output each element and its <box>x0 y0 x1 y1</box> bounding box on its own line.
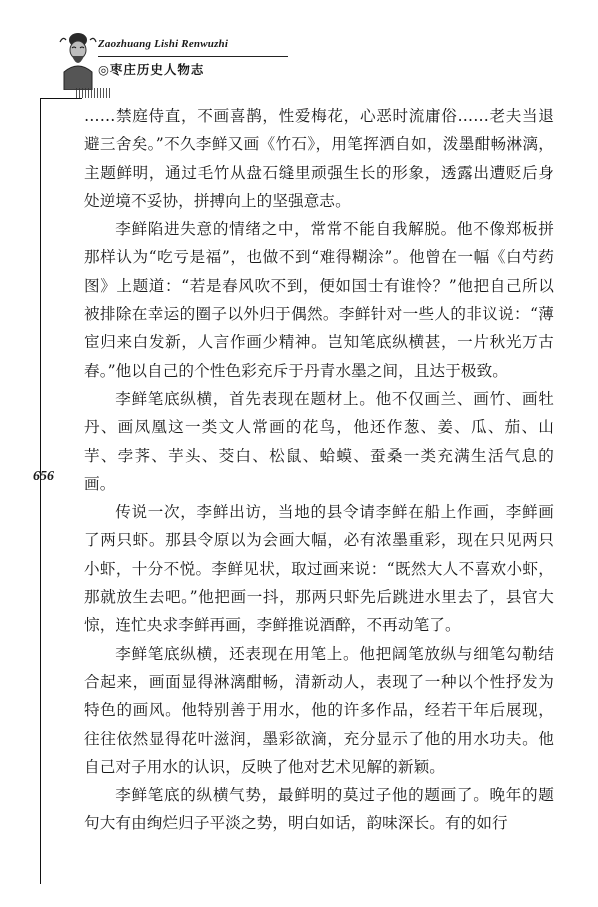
paragraph: 李鲜陷进失意的情绪之中，常常不能自我解脱。他不像郑板拼那样认为“吃亏是福”，也做不到“难得糊涂”。他曾在一幅《白芍药图》上题道：“若是春风吹不到，便如国士有谁怜？”他把自己所以被排除在幸运的圈子以外归于偶然。李鲜针对一些人的非议说：“薄宦归来白发新，人言作画少精神。岂知笔底纵横甚，一片秋光万古春。”他以自己的个性色彩充斥于丹青水墨之间，且达于极致。 <box>84 220 554 380</box>
page-number: 656 <box>33 469 54 484</box>
header-chinese-title: ◎枣庄历史人物志 <box>98 62 205 77</box>
paragraph: 李鲜笔底纵横，首先表现在题材上。他不仅画兰、画竹、画牡丹、画凤凰这一类文人常画的花鸟，他还作葱、姜、瓜、茄、山芋、孛荠、芋头、茭白、松鼠、蛤蟆、蚕桑一类充满生活气息的画。 <box>84 389 554 493</box>
body-text <box>84 102 554 838</box>
paragraph: 传说一次，李鲜出访，当地的县令请李鲜在船上作画，李鲜画了两只虾。那县令原以为会画大幅，必有浓墨重彩，现在只见两只小虾，十分不悦。李鲜见状，取过画来说：“既然大人不喜欢小虾，那就放生去吧。”他把画一抖，那两只虾先后跳进水里去了，县官大惊，连忙央求李鲜再画，李鲜推说酒醉，不再动笔了。 <box>84 503 554 635</box>
paragraph: ……禁庭侍直，不画喜鹊，性爱梅花，心恶时流庸俗……老夫当退避三舍矣。”不久李鲜又画《竹石》，用笔挥洒自如，泼墨酣畅淋漓，主题鲜明，通过毛竹从盘石缝里顽强生长的形象，透露出遭贬后身处逆境不妥协，拼搏向上的坚强意志。 <box>84 107 554 210</box>
scholar-portrait-icon <box>58 28 98 90</box>
header-hatch-decoration <box>76 88 110 98</box>
header-latin-title: Zaozhuang Lishi Renwuzhi <box>98 38 229 50</box>
paragraph: 李鲜笔底的纵横气势，最鲜明的莫过子他的题画了。晚年的题句大有由绚烂归子平淡之势，明白如话，韵味深长。有的如行 <box>84 786 554 833</box>
margin-rule-vertical <box>40 98 41 884</box>
header-rule <box>98 56 288 57</box>
paragraph: 李鲜笔底纵横，还表现在用笔上。他把阔笔放纵与细笔勾勒结合起来，画面显得淋漓酣畅，清新动人，表现了一种以个性抒发为特色的画风。他特别善于用水，他的许多作品，经若干年后展现，往往依然显得花叶滋润，墨彩欲滴，充分显示了他的用水功夫。他自己对子用水的认识，反映了他对艺术见解的新颖。 <box>84 644 554 776</box>
margin-rule-top <box>40 98 82 99</box>
